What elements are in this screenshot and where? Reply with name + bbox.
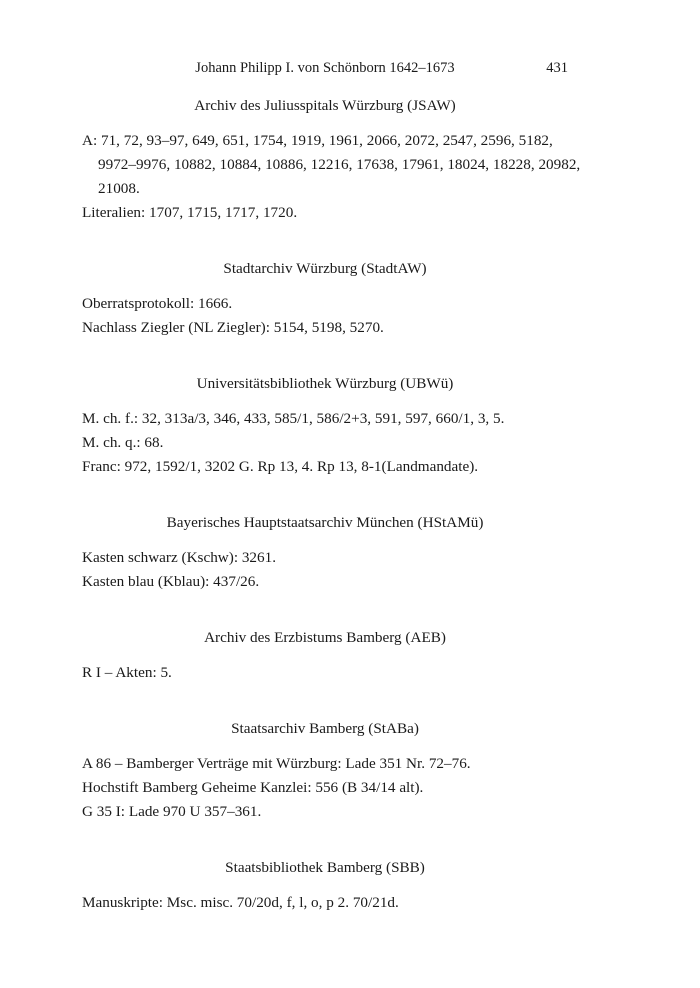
entry-line: M. ch. f.: 32, 313a/3, 346, 433, 585/1, 586/2+3, 591, 597, 660/1, 3, 5. — [82, 410, 505, 427]
entry-line: Franc: 972, 1592/1, 3202 G. Rp 13, 4. Rp 13, 8-1(Landmandate). — [82, 458, 479, 475]
entry-line: M. ch. q.: 68. — [82, 434, 164, 451]
entry-line: Kasten schwarz (Kschw): 3261. — [82, 549, 277, 566]
entry-line: Kasten blau (Kblau): 437/26. — [82, 573, 260, 590]
section-hstamue — [82, 511, 568, 594]
entry-line: Literalien: 1707, 1715, 1717, 1720. — [82, 204, 298, 221]
entry-line: Manuskripte: Msc. misc. 70/20d, f, l, o, p 2. 70/21d. — [82, 894, 399, 911]
entry-line: G 35 I: Lade 970 U 357–361. — [82, 803, 262, 820]
running-head — [82, 60, 568, 82]
archive-list — [82, 94, 581, 915]
entry-line: Hochstift Bamberg Geheime Kanzlei: 556 (B 34/14 alt). — [82, 779, 424, 796]
section-aeb — [82, 626, 568, 685]
section-stadtaw — [82, 257, 568, 340]
section-staba — [82, 717, 568, 824]
section-heading: Bayerisches Hauptstaatsarchiv München (HStAMü) — [166, 514, 484, 531]
section-heading: Staatsbibliothek Bamberg (SBB) — [225, 859, 425, 876]
entry-line-continuation: 21008. — [98, 180, 140, 197]
entry-line: Nachlass Ziegler (NL Ziegler): 5154, 5198, 5270. — [82, 319, 384, 336]
entry-line: Oberratsprotokoll: 1666. — [82, 295, 233, 312]
section-heading: Stadtarchiv Würzburg (StadtAW) — [223, 260, 427, 277]
page-number: 431 — [546, 60, 568, 76]
entry-line: R I – Akten: 5. — [82, 664, 172, 681]
section-heading: Staatsarchiv Bamberg (StABa) — [231, 720, 419, 737]
entry-line: A 86 – Bamberger Verträge mit Würzburg: Lade 351 Nr. 72–76. — [82, 755, 471, 772]
section-sbb — [82, 856, 568, 915]
section-heading: Archiv des Erzbistums Bamberg (AEB) — [204, 629, 446, 646]
section-jsaw — [82, 94, 581, 225]
section-heading: Universitätsbibliothek Würzburg (UBWü) — [196, 375, 454, 392]
section-heading: Archiv des Juliusspitals Würzburg (JSAW) — [194, 97, 456, 114]
running-head-title: Johann Philipp I. von Schönborn 1642–1673 — [195, 60, 455, 76]
entry-line: A: 71, 72, 93–97, 649, 651, 1754, 1919, 1961, 2066, 2072, 2547, 2596, 5182, — [82, 132, 553, 149]
entry-line-continuation: 9972–9976, 10882, 10884, 10886, 12216, 17638, 17961, 18024, 18228, 20982, — [98, 156, 581, 173]
section-ubwue — [82, 372, 568, 479]
